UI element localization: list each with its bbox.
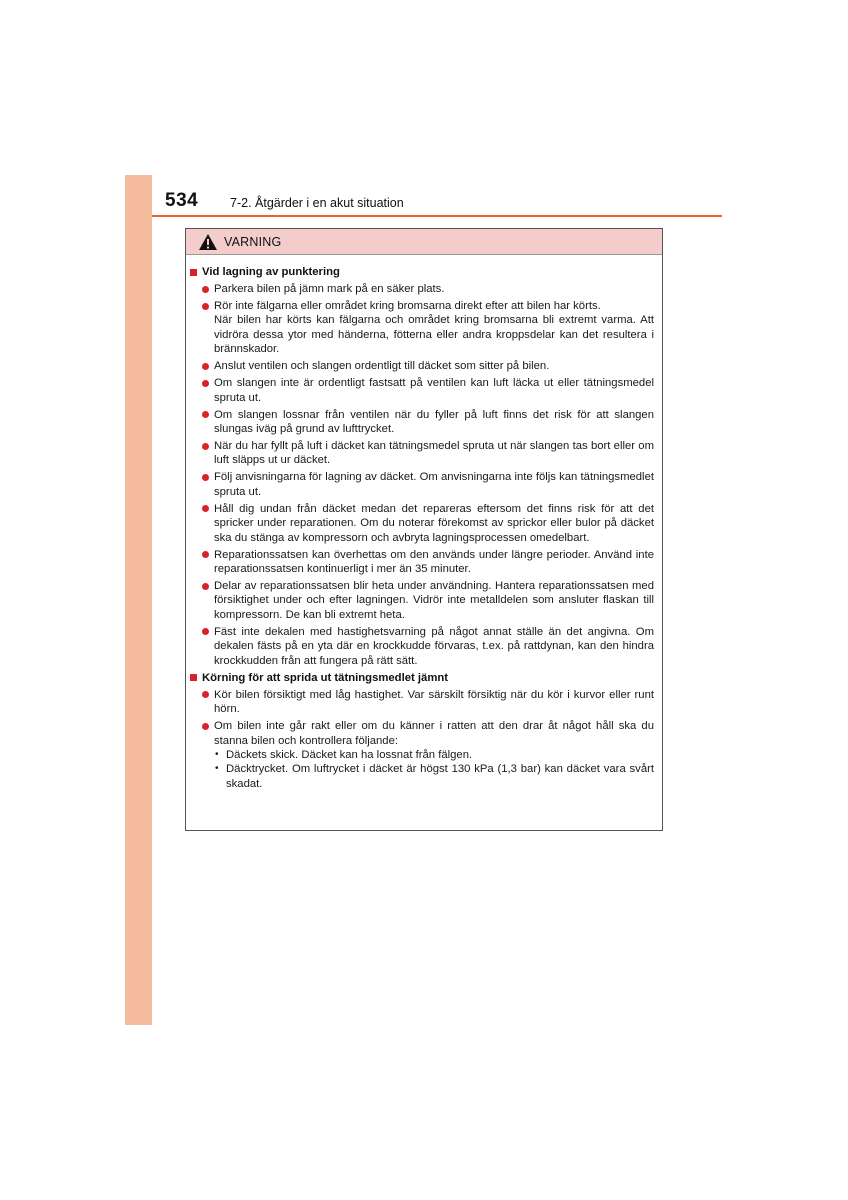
list-item bbox=[190, 439, 654, 468]
bullet-dot-icon bbox=[202, 286, 209, 293]
bullet-dot-icon bbox=[202, 411, 209, 418]
list-item-text: Fäst inte dekalen med hastighetsvarning på något annat ställe än det angivna. Om dekalen fästs på en yta där en krockkudde förvaras, t.ex. på rattdynan, kan den hindra krockkudden från att fungera på rätt sätt. bbox=[214, 625, 654, 667]
sub-list-item-text: Däcktrycket. Om luftrycket i däcket är högst 130 kPa (1,3 bar) kan däcket vara svårt skadat. bbox=[226, 763, 654, 790]
sub-list-item bbox=[214, 748, 654, 762]
list-item-text: Parkera bilen på jämn mark på en säker plats. bbox=[214, 283, 445, 295]
list-item bbox=[190, 470, 654, 499]
list-item-text: Följ anvisningarna för lagning av däcket. Om anvisningarna inte följs kan tätningsmedlet spruta ut. bbox=[214, 471, 654, 498]
section-heading-korning bbox=[190, 671, 654, 685]
sub-list-item-text: Däckets skick. Däcket kan ha lossnat från fälgen. bbox=[226, 748, 473, 761]
bullet-dot-icon bbox=[202, 583, 209, 590]
list-item-text: Delar av reparationssatsen blir heta under användning. Hantera reparationssatsen med försiktighet under och efter lagningen. Vidrör inte metalldelen som ansluter flaskan till kompressorn. De kan bli extremt heta. bbox=[214, 580, 654, 621]
sub-bullet-icon: • bbox=[215, 748, 219, 760]
list-item-text: Reparationssatsen kan överhettas om den används under längre perioder. Använd inte reparationssatsen kontinuerligt i mer än 35 minuter. bbox=[214, 548, 654, 576]
bullet-dot-icon bbox=[202, 691, 209, 698]
list-item-text: När du har fyllt på luft i däcket kan tätningsmedel spruta ut när slangen tas bort eller om luft släpps ut ur däcket. bbox=[214, 440, 654, 467]
list-item bbox=[190, 376, 654, 405]
list-item bbox=[190, 548, 654, 577]
page-number: 534 bbox=[165, 190, 199, 211]
list-item-text: Håll dig undan från däcket medan det repareras eftersom det finns risk för att det spricker under reparationen. Om du noterar förekomst av sprickor eller bulor på däcket ska du stänga av kompressorn och avbryta lagningsprocessen omedelbart. bbox=[214, 502, 654, 544]
bullet-dot-icon bbox=[202, 380, 209, 387]
square-marker-icon bbox=[190, 269, 197, 276]
warning-triangle-icon bbox=[198, 233, 218, 251]
section-heading-punktering bbox=[190, 265, 654, 279]
list-item-text: Om slangen lossnar från ventilen när du fyller på luft finns det risk för att slangen slungas iväg på grund av lufttrycket. bbox=[214, 408, 654, 436]
bullet-dot-icon bbox=[202, 505, 209, 512]
header-rule bbox=[152, 215, 722, 217]
list-item bbox=[190, 502, 654, 545]
list-item bbox=[190, 719, 654, 791]
square-marker-icon bbox=[190, 674, 197, 681]
warning-list-punktering bbox=[190, 282, 654, 668]
list-item bbox=[190, 299, 654, 357]
warning-title: VARNING bbox=[224, 234, 282, 249]
list-item-extra-text: När bilen har körts kan fälgarna och området kring bromsarna bli extremt varma. Att vidröra dessa ytor med händerna, fötterna eller andra kroppsdelar kan det resultera i brännskador. bbox=[214, 314, 654, 356]
bullet-dot-icon bbox=[202, 303, 209, 310]
section-heading-text: Körning för att sprida ut tätningsmedlet jämnt bbox=[202, 671, 449, 684]
sub-list-item bbox=[214, 762, 654, 791]
list-item-text: Rör inte fälgarna eller området kring bromsarna direkt efter att bilen har körts. bbox=[214, 300, 601, 312]
list-item-text: Om bilen inte går rakt eller om du känner i ratten att den drar åt något håll ska du stanna bilen och kontrollera följande: bbox=[214, 720, 654, 747]
bullet-dot-icon bbox=[202, 723, 209, 730]
list-item bbox=[190, 579, 654, 622]
section-heading-text: Vid lagning av punktering bbox=[202, 266, 340, 278]
list-item-text: Om slangen inte är ordentligt fastsatt på ventilen kan luft läcka ut eller tätningsmedel spruta ut. bbox=[214, 377, 654, 404]
sub-bullet-icon: • bbox=[215, 763, 219, 775]
list-item-text: Anslut ventilen och slangen ordentligt till däcket som sitter på bilen. bbox=[214, 360, 550, 373]
side-color-bar bbox=[125, 175, 152, 1025]
bullet-dot-icon bbox=[202, 363, 209, 370]
bullet-dot-icon bbox=[202, 474, 209, 481]
list-item bbox=[190, 282, 654, 296]
list-item bbox=[190, 688, 654, 717]
warning-body bbox=[186, 255, 662, 791]
warning-list-korning bbox=[190, 688, 654, 791]
section-title: 7-2. Åtgärder i en akut situation bbox=[230, 196, 404, 210]
list-item-text: Kör bilen försiktigt med låg hastighet. Var särskilt försiktig när du kör i kurvor eller runt hörn. bbox=[214, 688, 654, 716]
bullet-dot-icon bbox=[202, 628, 209, 635]
bullet-dot-icon bbox=[202, 551, 209, 558]
list-item bbox=[190, 408, 654, 437]
bullet-dot-icon bbox=[202, 443, 209, 450]
list-item bbox=[190, 359, 654, 373]
warning-box bbox=[185, 228, 663, 831]
sub-list bbox=[214, 748, 654, 791]
warning-header bbox=[186, 229, 662, 255]
list-item bbox=[190, 625, 654, 668]
